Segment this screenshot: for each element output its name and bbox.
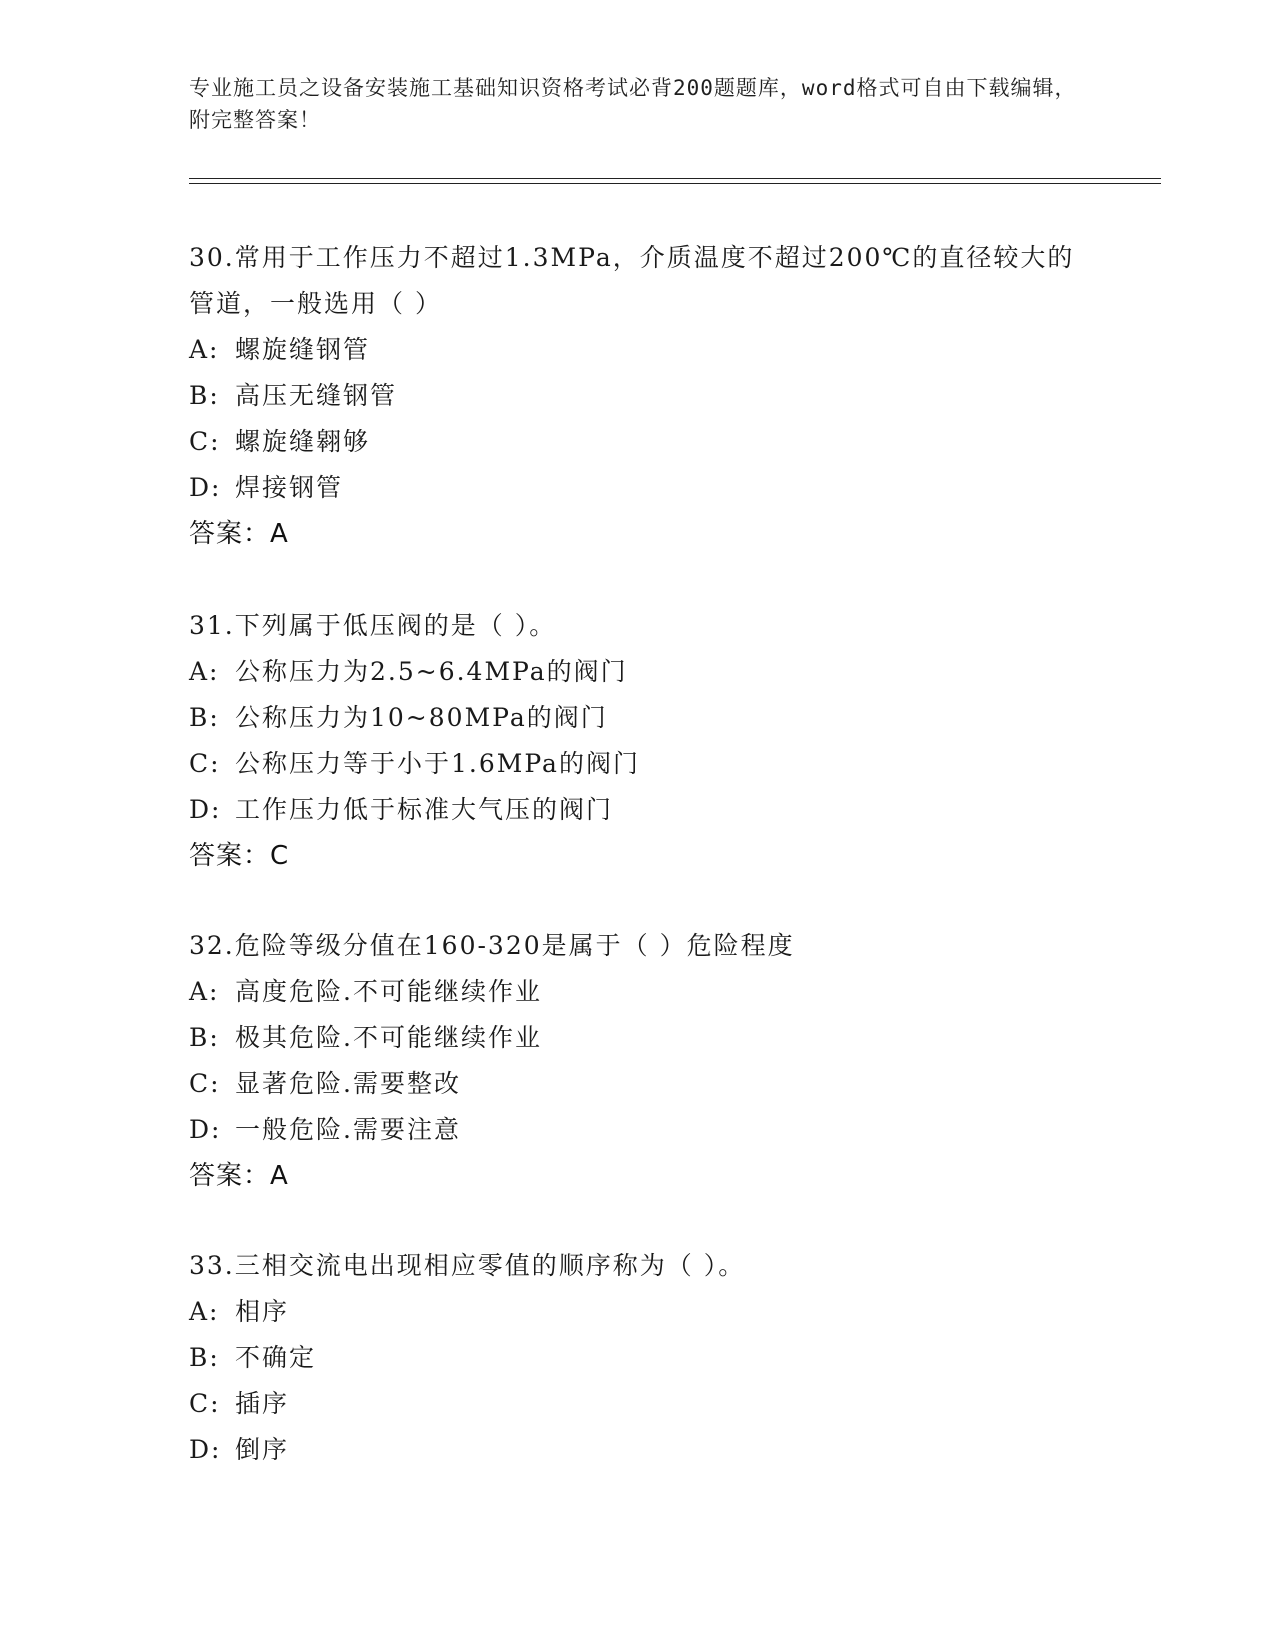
option-text: 高度危险.不可能继续作业 — [235, 977, 542, 1006]
option-b — [189, 1335, 1089, 1381]
header-text: 专业施工员之设备安装施工基础知识资格考试必背200题题库，word格式可自由下载编辑，附完整答案！ — [189, 76, 1077, 132]
question-stem: 33.三相交流电出现相应零值的顺序称为（ ）。 — [189, 1251, 746, 1280]
option-d — [189, 465, 1089, 511]
question-stem: 32.危险等级分值在160-320是属于（ ）危险程度 — [189, 931, 795, 960]
option-d — [189, 1427, 1089, 1473]
option-letter: A: — [189, 335, 220, 364]
document-header — [189, 72, 1089, 136]
option-text: 插序 — [235, 1389, 290, 1418]
option-c — [189, 1061, 1089, 1107]
option-text: 公称压力等于小于1.6MPa的阀门 — [235, 749, 640, 778]
option-letter: D: — [189, 795, 222, 824]
option-text: 显著危险.需要整改 — [235, 1069, 461, 1098]
header-divider-top — [189, 178, 1161, 179]
option-b — [189, 1015, 1089, 1061]
option-letter: C: — [189, 427, 221, 456]
option-letter: C: — [189, 1389, 221, 1418]
option-letter: D: — [189, 1435, 222, 1464]
question-33 — [189, 1243, 1089, 1473]
question-30 — [189, 235, 1089, 557]
option-text: 相序 — [235, 1297, 290, 1326]
answer-line: 答案：C — [189, 841, 290, 871]
answer-line: 答案：A — [189, 1161, 289, 1191]
option-b — [189, 695, 1089, 741]
option-c — [189, 741, 1089, 787]
option-d — [189, 1107, 1089, 1153]
option-text: 一般危险.需要注意 — [235, 1115, 461, 1144]
option-a — [189, 327, 1089, 373]
header-divider-bottom — [189, 183, 1161, 184]
option-letter: A: — [189, 977, 220, 1006]
option-text: 螺旋缝钢管 — [235, 335, 371, 364]
option-text: 高压无缝钢管 — [235, 381, 398, 410]
option-text: 焊接钢管 — [235, 473, 344, 502]
option-c — [189, 1381, 1089, 1427]
option-text: 倒序 — [235, 1435, 290, 1464]
option-letter: A: — [189, 1297, 220, 1326]
option-letter: C: — [189, 749, 221, 778]
option-letter: A: — [189, 657, 220, 686]
option-d — [189, 787, 1089, 833]
question-32 — [189, 923, 1089, 1199]
option-letter: B: — [189, 1023, 220, 1052]
question-stem: 31.下列属于低压阀的是（ ）。 — [189, 611, 557, 640]
option-letter: B: — [189, 1343, 220, 1372]
option-text: 工作压力低于标准大气压的阀门 — [235, 795, 614, 824]
option-text: 不确定 — [235, 1343, 317, 1372]
option-b — [189, 373, 1089, 419]
option-c — [189, 419, 1089, 465]
option-text: 公称压力为10~80MPa的阀门 — [235, 703, 608, 732]
option-letter: C: — [189, 1069, 221, 1098]
option-text: 公称压力为2.5~6.4MPa的阀门 — [235, 657, 628, 686]
question-31 — [189, 603, 1089, 879]
answer-line: 答案：A — [189, 519, 289, 549]
option-letter: B: — [189, 703, 220, 732]
option-letter: D: — [189, 473, 222, 502]
option-text: 极其危险.不可能继续作业 — [235, 1023, 542, 1052]
option-a — [189, 649, 1089, 695]
option-a — [189, 1289, 1089, 1335]
option-letter: D: — [189, 1115, 222, 1144]
option-a — [189, 969, 1089, 1015]
question-stem: 30.常用于工作压力不超过1.3MPa，介质温度不超过200℃的直径较大的管道，一般选用（ ） — [189, 243, 1075, 318]
option-letter: B: — [189, 381, 220, 410]
option-text: 螺旋缝翱够 — [235, 427, 371, 456]
